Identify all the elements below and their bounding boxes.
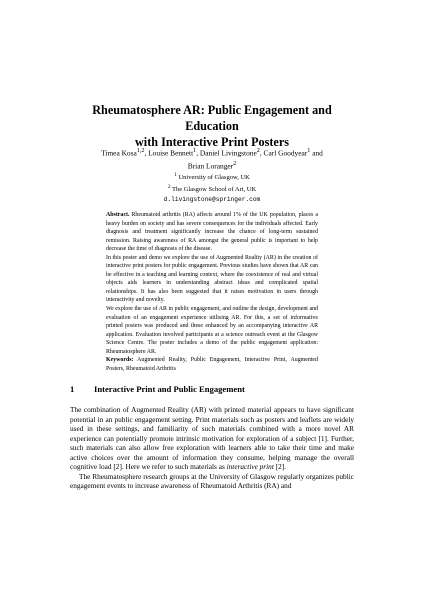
body-text [70, 405, 354, 491]
paper-title [70, 102, 354, 150]
keywords-text: Augmented Reality, Public Engagement, Interactive Print, Augmented Posters, Rheumatoid Arthritis [106, 357, 318, 372]
body-paragraph: The combination of Augmented Reality (AR) with printed material appears to have significant potential in an public engagement setting. Print materials such as posters and leaflets are widely used in these settings, and familiarity of such materials combined with a more novel AR experience can potentially promote intrinsic motivation for exploration of a subject [1]. Further, such materials can also allow free exploration with learners able to take their time and make active choices over the amount of information they consume, helping manage the overall cognitive load [2]. Here we refer to such materials as interactive print [2]. [70, 405, 354, 471]
author-affil-mark: 2 [256, 148, 260, 154]
author-name: Carl Goodyear [263, 148, 308, 158]
author-name: Timea Kosa [101, 148, 137, 158]
abstract-paragraph: We explore the use of AR in public engagement, and outline the design, development and evaluation of an engagement experience utilising AR. For this, a set of informative printed posters was produced and these enhanced by an accompanying interactive AR application. Evaluation involved participants at a science outreach event at the Glasgow Science Centre. The poster includes a demo of the public engagement application: Rheumatosphere AR. [106, 306, 318, 355]
author-name: Louise Bennett [148, 148, 194, 158]
keywords [106, 356, 318, 373]
keywords-label: Keywords: [106, 357, 134, 363]
author-affil-mark: 1 [193, 148, 197, 154]
title-line-1: Rheumatosphere AR: Public Engagement and Education [92, 103, 332, 133]
author-email: d.livingstone@springer.com [163, 195, 261, 203]
abstract-text: Rheumatoid arthritis (RA) affects around 1% of the UK population, places a heavy burden on society and has severe consequences for the individuals affected. Early diagnosis and treatment significantly increase the chance of long-term sustained remission. Raising awareness of RA amongst the general public is important to help decrease the time of diagnosis of the disease. [106, 212, 318, 253]
section-title: Interactive Print and Public Engagement [94, 384, 245, 394]
section-heading [70, 383, 354, 395]
author-affil-mark: 1 [307, 148, 311, 154]
author-name: Brian Loranger [187, 161, 234, 171]
emphasis: interactive print [226, 462, 274, 471]
author-affil-mark: 1,2 [136, 148, 145, 154]
section-number: 1 [70, 384, 75, 394]
affiliation-item: $^2$ The Glasgow School of Art, UK [167, 183, 257, 193]
affiliations [140, 171, 284, 204]
author-list: Timea Kosa$^{1,2}$, Louise Bennett$^1$, Daniel Livingstone$^2$, Carl Goodyear$^1$ and Brian Loranger$^2$ [101, 148, 323, 171]
author-affil-mark: 2 [233, 160, 237, 167]
abstract-paragraph: In this poster and demo we explore the use of Augmented Reality (AR) in the creation of interactive print posters for public engagement. Previous studies have shown that AR can be effective in a teaching and learning context, where the coexistence of real and virtual objects aids learners in understanding abstract ideas and complicated spatial relationships. It has also been suggested that it raises motivation in users through interactivity and novelty. [106, 254, 318, 304]
body-paragraph: The Rheumatosphere research groups at the University of Glasgow regularly organizes public engagement events to increase awareness of Rheumatoid Arthritis (RA) and [70, 471, 354, 490]
abstract-paragraph [106, 211, 318, 254]
title-line-2: with Interactive Print Posters [135, 135, 289, 149]
author-name: Daniel Livingstone [199, 148, 257, 158]
abstract-label: Abstract. [106, 212, 130, 218]
abstract [106, 211, 318, 356]
affiliation-item: $^1$ University of Glasgow, UK [174, 172, 250, 182]
